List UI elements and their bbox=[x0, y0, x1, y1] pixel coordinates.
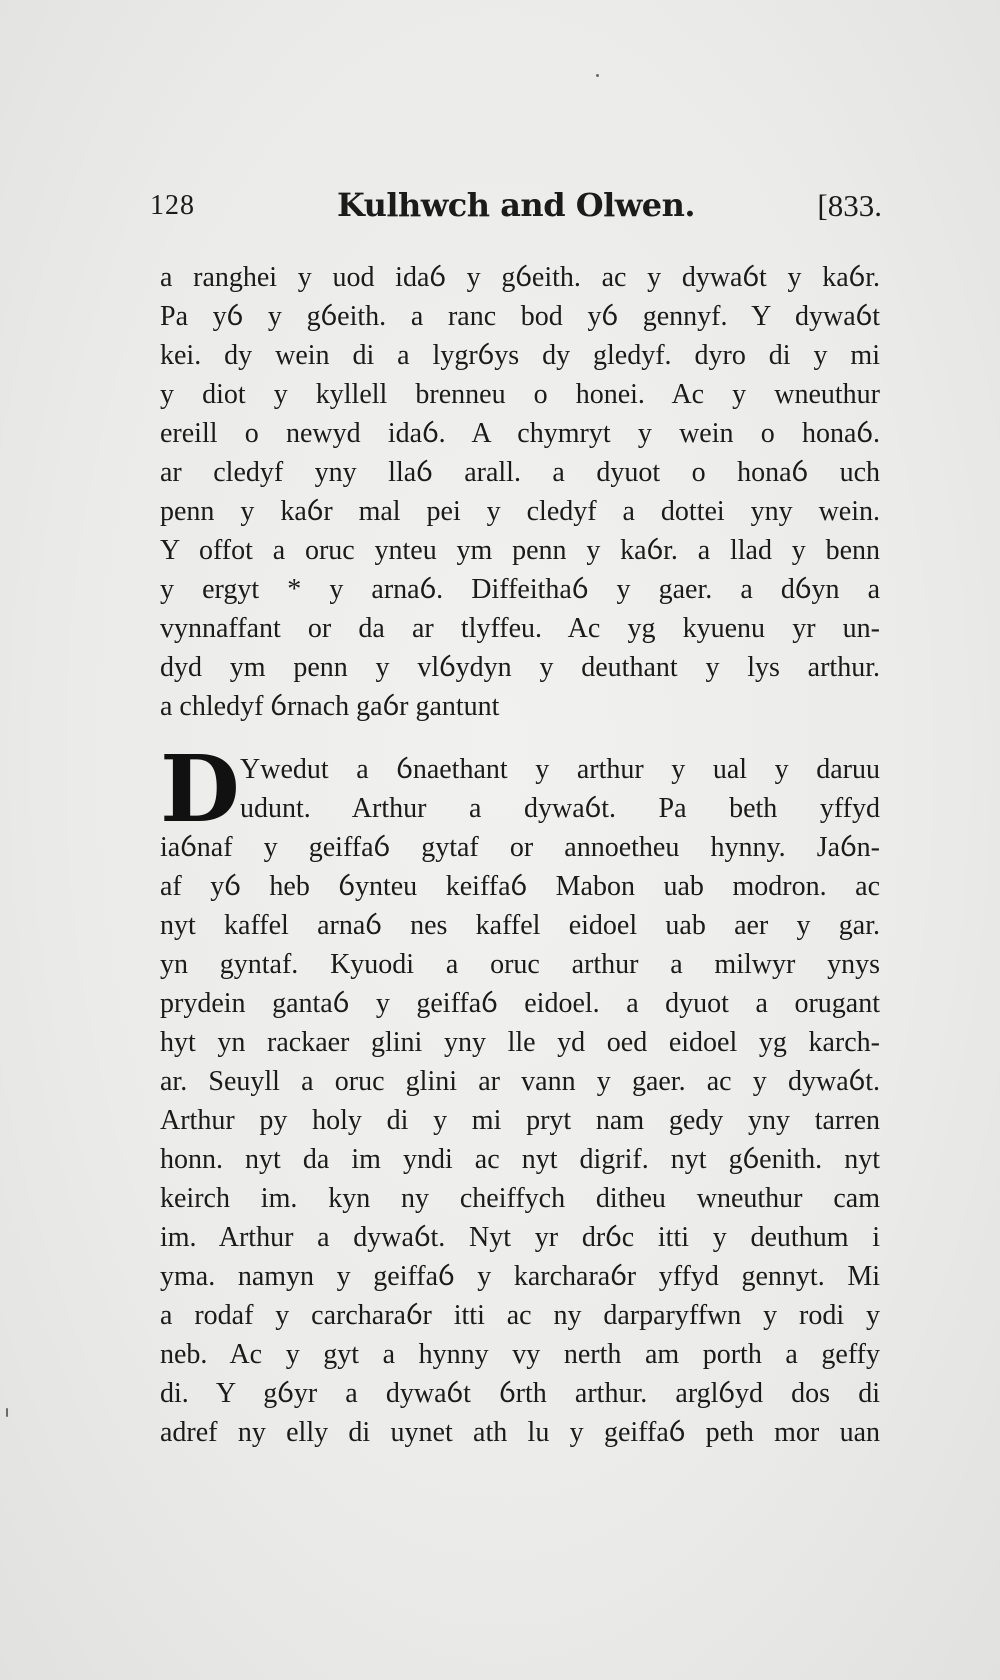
text-line: Y offot a oruc ynteu ym penn y kaỽr. a llad y benn bbox=[160, 535, 880, 566]
text-line: penn y kaỽr mal pei y cledyf a dottei yny wein. bbox=[160, 496, 880, 527]
text-line: neb. Ac y gyt a hynny vy nerth am porth a geffy bbox=[160, 1339, 880, 1370]
text-line: a ranghei y uod idaỽ y gỽeith. ac y dywaỽt y kaỽr. bbox=[160, 262, 880, 293]
text-line: ereill o newyd idaỽ. A chymryt y wein o honaỽ. bbox=[160, 418, 880, 449]
text-line: af yỽ heb ỽynteu keiffaỽ Mabon uab modron. ac bbox=[160, 871, 880, 902]
text-line: a chledyf ỽrnach gaỽr gantunt bbox=[160, 691, 500, 722]
text-line: yma. namyn y geiffaỽ y karcharaỽr yffyd gennyt. Mi bbox=[160, 1261, 880, 1292]
text-line: Ywedut a ỽnaethant y arthur y ual y daruu bbox=[240, 754, 880, 785]
text-line: y diot y kyllell brenneu o honei. Ac y wneuthur bbox=[160, 379, 880, 410]
text-line: iaỽnaf y geiffaỽ gytaf or annoetheu hynny. Jaỽn- bbox=[160, 832, 880, 863]
text-line: vynnaffant or da ar tlyffeu. Ac yg kyuenu yr un- bbox=[160, 613, 880, 644]
page-header bbox=[150, 186, 882, 230]
text-line: kei. dy wein di a lygrỽys dy gledyf. dyro di y mi bbox=[160, 340, 880, 371]
running-title: Kulhwch and Olwen. bbox=[336, 186, 696, 224]
section-reference: [833. bbox=[817, 188, 882, 223]
text-line: prydein gantaỽ y geiffaỽ eidoel. a dyuot a orugant bbox=[160, 988, 880, 1019]
text-line: Pa yỽ y gỽeith. a ranc bod yỽ gennyf. Y dywaỽt bbox=[160, 301, 880, 332]
text-line: im. Arthur a dywaỽt. Nyt yr drỽc itti y deuthum i bbox=[160, 1222, 880, 1253]
text-line: adref ny elly di uynet ath lu y geiffaỽ peth mor uan bbox=[160, 1417, 880, 1448]
text-line: di. Y gỽyr a dywaỽt ỽrth arthur. arglỽyd dos di bbox=[160, 1378, 880, 1409]
text-line: udunt. Arthur a dywaỽt. Pa beth yffyd bbox=[240, 793, 880, 824]
page-number: 128 bbox=[150, 190, 195, 221]
text-line: nyt kaffel arnaỽ nes kaffel eidoel uab aer y gar. bbox=[160, 910, 880, 941]
text-line: Arthur py holy di y mi pryt nam gedy yny tarren bbox=[160, 1105, 880, 1136]
text-line: y ergyt * y arnaỽ. Diffeithaỽ y gaer. a dỽyn a bbox=[160, 574, 880, 605]
drop-cap-initial: D bbox=[160, 735, 240, 843]
text-line: yn gyntaf. Kyuodi a oruc arthur a milwyr ynys bbox=[160, 949, 880, 980]
text-line: ar cledyf yny llaỽ arall. a dyuot o honaỽ uch bbox=[160, 457, 880, 488]
text-line: hyt yn rackaer glini yny lle yd oed eidoel yg karch- bbox=[160, 1027, 880, 1058]
text-line: keirch im. kyn ny cheiffych ditheu wneuthur cam bbox=[160, 1183, 880, 1214]
text-line: ar. Seuyll a oruc glini ar vann y gaer. ac y dywaỽt. bbox=[160, 1066, 880, 1097]
text-line: dyd ym penn y vlỽydyn y deuthant y lys arthur. bbox=[160, 652, 880, 683]
text-line: honn. nyt da im yndi ac nyt digrif. nyt gỽenith. nyt bbox=[160, 1144, 880, 1175]
paper-speck bbox=[6, 1408, 8, 1417]
text-line: a rodaf y carcharaỽr itti ac ny darparyffwn y rodi y bbox=[160, 1300, 880, 1331]
paper-speck bbox=[596, 74, 599, 77]
